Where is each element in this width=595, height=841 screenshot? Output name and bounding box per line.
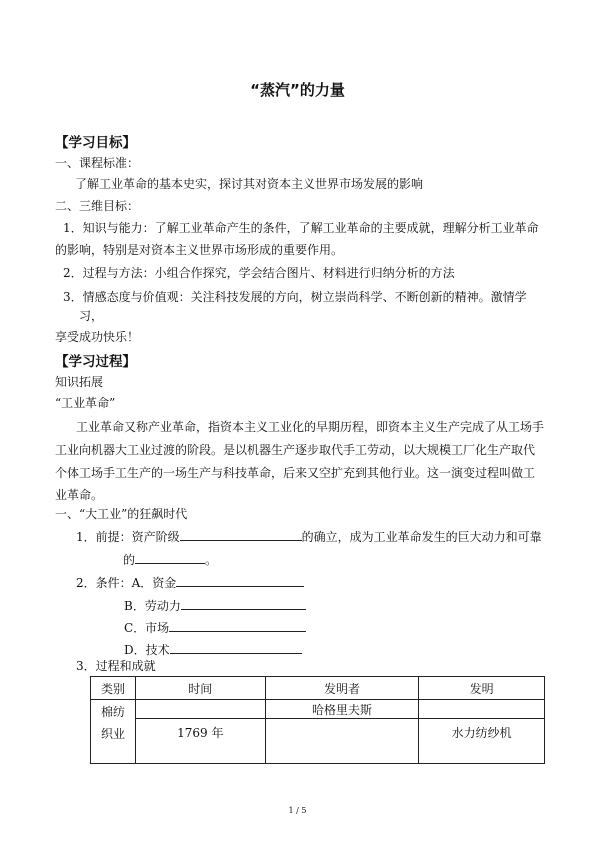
premise-line-1 xyxy=(76,528,542,544)
category-line-2: 织业 xyxy=(100,727,125,741)
category-line-1: 棉纺 xyxy=(100,705,125,719)
table-header-row xyxy=(91,677,545,700)
category-cell xyxy=(91,700,136,764)
header-invention: 发明 xyxy=(419,677,545,700)
curriculum-text: 了解工业革命的基本史实，探讨其对资本主义世界市场发展的影响 xyxy=(75,177,424,191)
header-category: 类别 xyxy=(91,677,136,700)
paragraph-line-1: 工业革命又称产业革命，指资本主义工业化的早期历程，即资本主义生产完成了从工场手 xyxy=(76,420,545,434)
curriculum-label: 一、课程标准： xyxy=(55,156,140,170)
condition-c-label: C．市场 xyxy=(124,621,170,635)
goal-item-1-line-1: 1．知识与能力：了解工业革命产生的条件，了解工业革命的主要成就，理解分析工业革命 xyxy=(63,221,539,235)
table-row xyxy=(91,700,545,719)
premise-text-b: 的确立，成为工业革命发生的巨大动力和可靠 xyxy=(301,530,542,544)
time-cell-2: 1769 年 xyxy=(135,719,265,764)
achievement-label: 3．过程和成就 xyxy=(76,659,156,673)
goal-item-1-line-2: 的影响，特别是对资本主义世界市场形成的重要作用。 xyxy=(55,243,344,257)
term-label: “工业革命” xyxy=(55,396,116,410)
premise-blank-2[interactable] xyxy=(135,551,205,564)
condition-a-blank[interactable] xyxy=(176,574,304,587)
condition-b xyxy=(124,597,306,613)
invention-cell-2: 水力纺纱机 xyxy=(419,719,545,764)
invention-cell-1[interactable] xyxy=(419,700,545,719)
premise-line-2 xyxy=(123,551,217,567)
goal-item-3-line-3: 享受成功快乐！ xyxy=(55,330,140,344)
premise-blank-1[interactable] xyxy=(180,528,302,541)
condition-a-label: 2．条件：A．资金 xyxy=(76,576,177,590)
premise-text-c: 的 xyxy=(123,553,136,567)
goals-heading: 【学习目标】 xyxy=(55,135,136,151)
premise-text-d: 。 xyxy=(205,553,218,567)
paragraph-line-2: 工业向机器大工业过渡的阶段。是以机器生产逐步取代手工劳动，以大规模工厂化生产取代 xyxy=(55,443,536,457)
condition-c-blank[interactable] xyxy=(169,619,306,632)
inventor-cell-1: 哈格里夫斯 xyxy=(265,700,419,719)
process-heading: 【学习过程】 xyxy=(55,354,136,370)
condition-a xyxy=(76,574,304,590)
goal-item-2: 2．过程与方法：小组合作探究，学会结合图片、材料进行归纳分析的方法 xyxy=(63,266,455,280)
three-dim-label: 二、三维目标： xyxy=(55,199,140,213)
condition-b-blank[interactable] xyxy=(181,597,306,610)
knowledge-label: 知识拓展 xyxy=(55,375,104,389)
paragraph-line-4: 业革命。 xyxy=(55,488,104,502)
condition-d-label: D．技术 xyxy=(124,643,170,657)
section-one-heading: 一、“大工业”的狂飙时代 xyxy=(55,507,188,521)
condition-b-label: B．劳动力 xyxy=(124,599,181,613)
time-cell-1[interactable] xyxy=(135,700,265,719)
header-time: 时间 xyxy=(135,677,265,700)
paragraph-line-3: 个体工场手工生产的一场生产与科技革命，后来又空扩充到其他行业。这一演变过程叫做工 xyxy=(55,466,536,480)
goal-item-3-line-1: 3．情感态度与价值观：关注科技发展的方向，树立崇尚科学、不断创新的精神。激情学 xyxy=(63,290,527,304)
premise-text-a: 1．前提：资产阶级 xyxy=(76,530,180,544)
goal-item-3-line-2: 习， xyxy=(79,309,104,323)
page-title: “蒸汽”的力量 xyxy=(250,81,345,99)
condition-d-blank[interactable] xyxy=(170,641,302,654)
page-number: 1 / 5 xyxy=(288,806,307,815)
table-row xyxy=(91,719,545,764)
invention-table xyxy=(90,676,545,764)
header-inventor: 发明者 xyxy=(265,677,419,700)
inventor-cell-2[interactable] xyxy=(265,719,419,764)
condition-c xyxy=(124,619,306,635)
condition-d xyxy=(124,641,302,657)
